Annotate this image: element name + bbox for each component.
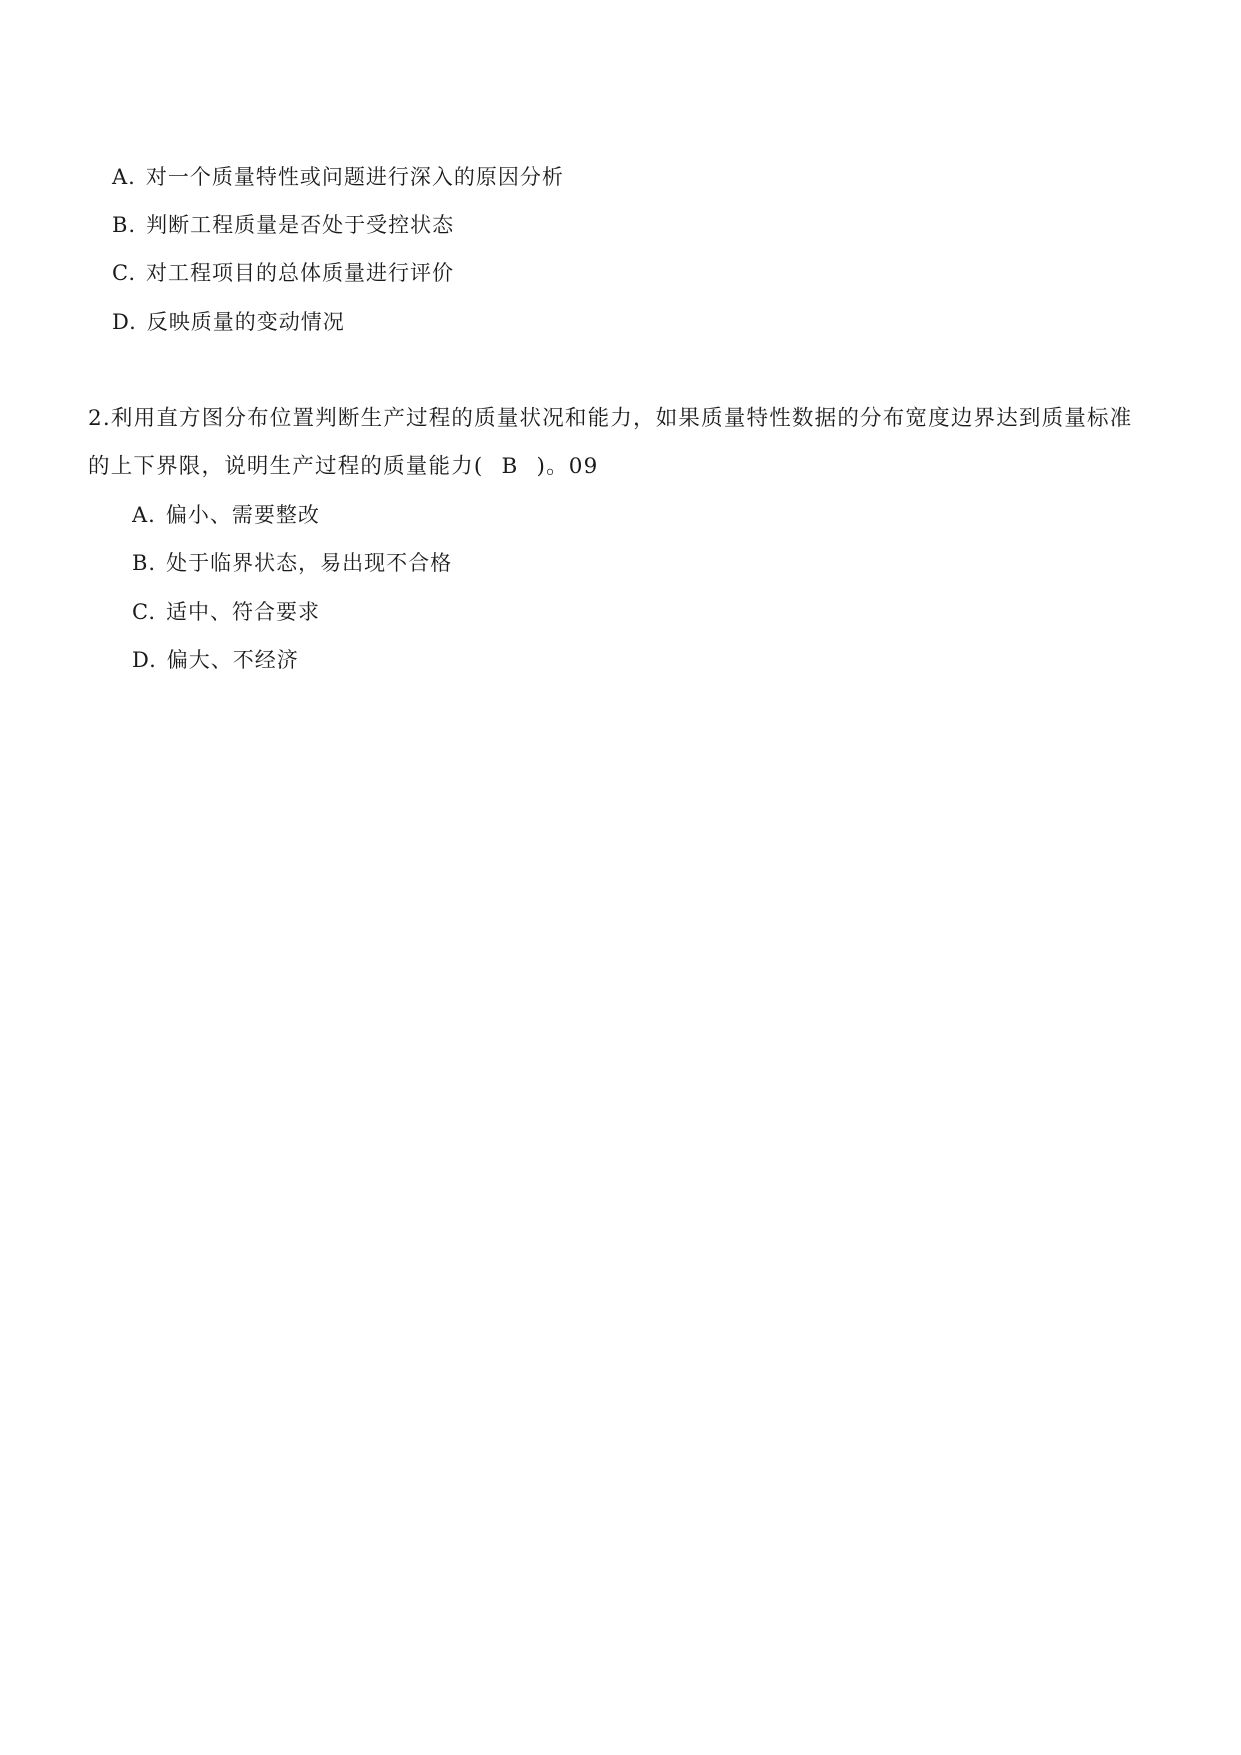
- q1-option-c-letter: C.: [112, 261, 136, 285]
- q2-stem-suffix: )。09: [536, 454, 599, 479]
- q1-option-b-letter: B.: [112, 213, 137, 237]
- q1-option-d-text: 反映质量的变动情况: [146, 310, 345, 334]
- q2-stem-line2: [88, 452, 599, 482]
- q2-option-d-text: 偏大、不经济: [166, 648, 299, 672]
- q2-answer: B: [501, 454, 519, 479]
- q1-option-a-text: 对一个质量特性或问题进行深入的原因分析: [145, 165, 564, 189]
- q2-option-a-text: 偏小、需要整改: [165, 503, 320, 527]
- q1-option-d-letter: D.: [112, 310, 137, 334]
- q2-option-b-text: 处于临界状态，易出现不合格: [166, 551, 453, 575]
- q2-stem-prefix: 的上下界限，说明生产过程的质量能力(: [88, 454, 484, 479]
- q2-option-d-letter: D.: [132, 648, 157, 672]
- q2-stem-line1: 2.利用直方图分布位置判断生产过程的质量状况和能力，如果质量特性数据的分布宽度边界达到质量标准: [88, 406, 1133, 431]
- q1-option-d: [112, 307, 345, 337]
- q2-option-b-letter: B.: [132, 551, 157, 575]
- q2-option-c-letter: C.: [132, 600, 156, 624]
- q1-option-c-text: 对工程项目的总体质量进行评价: [146, 261, 454, 285]
- q2-option-d: [132, 645, 299, 675]
- q1-option-a-letter: A.: [112, 165, 136, 189]
- q2-option-c: [132, 597, 320, 627]
- q2-option-a: [132, 500, 320, 530]
- q1-option-b: [112, 210, 454, 240]
- q2-option-b: [132, 548, 452, 578]
- q1-option-a: [112, 162, 564, 192]
- q1-option-b-text: 判断工程质量是否处于受控状态: [146, 213, 455, 237]
- q2-option-c-text: 适中、符合要求: [166, 600, 320, 624]
- q1-option-c: [112, 258, 454, 288]
- q2-option-a-letter: A.: [132, 503, 156, 527]
